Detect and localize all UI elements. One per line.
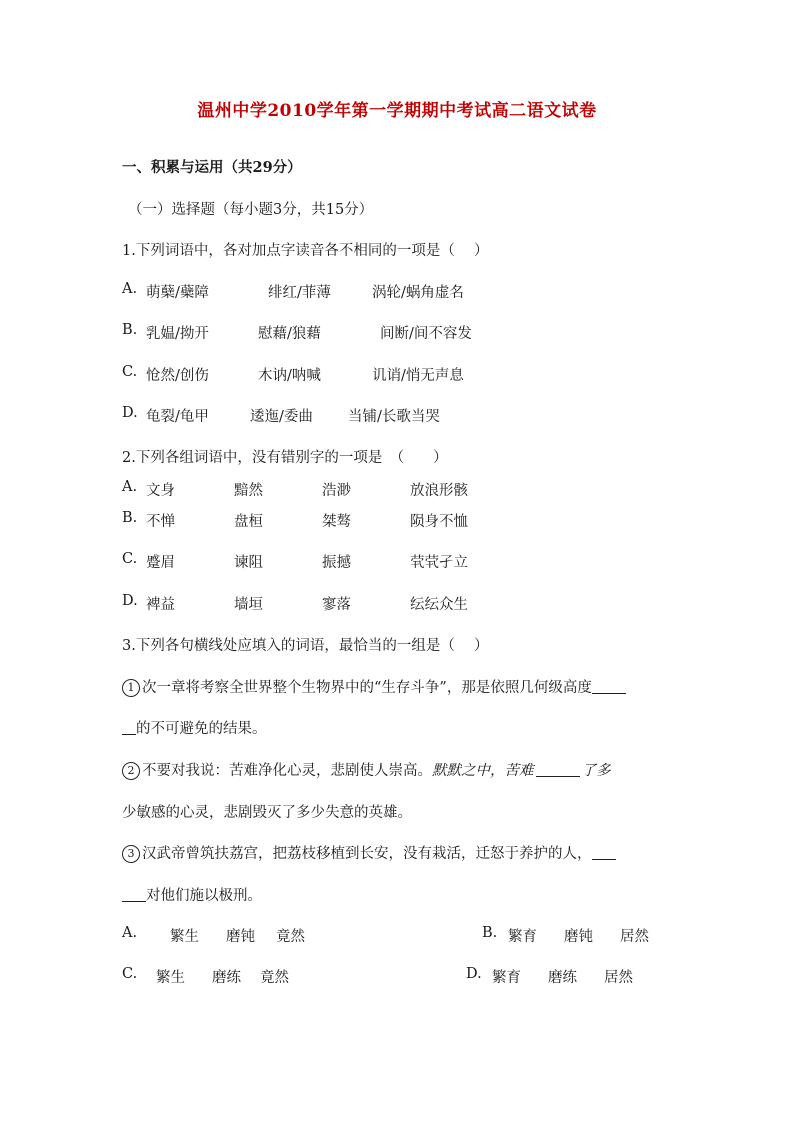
subsection-heading: （一）选择题（每小题3分，共15分） [128, 202, 374, 218]
q3-sentence-1-cont [122, 717, 267, 738]
circled-number: 1 [122, 679, 140, 697]
option-item: 逶迤/委曲 [250, 409, 313, 425]
sentence-text: 的不可避免的结果。 [136, 721, 267, 737]
option-item: 繁生 [156, 970, 185, 986]
sentence-text: 不要对我说：苦难净化心灵，悲剧使人崇高。 [142, 763, 432, 779]
option-item: 墙垣 [234, 597, 263, 613]
option-item: 黯然 [234, 483, 263, 499]
circled-number: 3 [122, 845, 140, 863]
option-item: 木讷/呐喊 [258, 368, 321, 384]
option-label: D. [122, 405, 138, 421]
option-item: 繁育 [492, 970, 521, 986]
option-item: 居然 [620, 929, 649, 945]
option-item: 寥落 [322, 597, 351, 613]
sentence-italic: 默默之中，苦难 [432, 763, 534, 779]
option-label: D. [466, 966, 482, 982]
sentence-text: 对他们施以极刑。 [146, 888, 262, 904]
circled-number: 2 [122, 762, 140, 780]
option-item: 蹙眉 [146, 555, 175, 571]
option-item: 讥诮/悄无声息 [372, 368, 464, 384]
option-item: 绯红/菲薄 [268, 285, 331, 301]
option-item: 振撼 [322, 555, 351, 571]
q3-stem: 3.下列各句横线处应填入的词语，最恰当的一组是（ ） [122, 638, 489, 654]
fill-blank [122, 887, 146, 902]
option-item: 纭纭众生 [410, 597, 468, 613]
option-label: C. [122, 364, 138, 380]
option-item: 慰藉/狼藉 [258, 326, 321, 342]
option-label: C. [122, 551, 138, 567]
option-item: 间断/间不容发 [380, 326, 472, 342]
option-item: 磨练 [212, 970, 241, 986]
option-label: B. [482, 925, 498, 941]
sentence-italic: 了多 [581, 763, 611, 779]
option-item: 竟然 [260, 970, 289, 986]
fill-blank [122, 720, 136, 735]
option-label: C. [122, 966, 138, 982]
option-item: 繁育 [508, 929, 537, 945]
option-item: 盘桓 [234, 514, 263, 530]
option-label: B. [122, 322, 138, 338]
option-item: 龟裂/龟甲 [146, 409, 209, 425]
fill-blank [592, 845, 616, 860]
option-item: 茕茕孑立 [410, 555, 468, 571]
option-item: 陨身不恤 [410, 514, 468, 530]
option-item: 桀骜 [322, 514, 351, 530]
option-label: D. [122, 593, 138, 609]
option-item: 不惮 [146, 514, 175, 530]
q3-sentence-3 [122, 842, 616, 863]
section-heading: 一、积累与运用（共29分） [122, 159, 302, 176]
option-label: A. [122, 925, 138, 941]
q3-sentence-3-cont [122, 884, 262, 905]
fill-blank [592, 679, 626, 694]
q3-sentence-1 [122, 676, 626, 697]
option-label: A. [122, 281, 138, 297]
option-item: 谏阻 [234, 555, 263, 571]
exam-title: 温州中学2010学年第一学期期中考试高二语文试卷 [197, 101, 597, 121]
option-item: 裨益 [146, 597, 175, 613]
option-item: 竟然 [276, 929, 305, 945]
q1-stem: 1.下列词语中，各对加点字读音各不相同的一项是（ ） [122, 243, 489, 259]
option-item: 涡轮/蜗角虚名 [372, 285, 464, 301]
option-item: 居然 [604, 970, 633, 986]
option-item: 磨钝 [226, 929, 255, 945]
q3-sentence-2 [122, 759, 611, 780]
option-item: 萌蘖/蘗障 [146, 285, 209, 301]
option-item: 浩渺 [322, 483, 351, 499]
option-item: 当铺/长歌当哭 [348, 409, 440, 425]
option-item: 文身 [146, 483, 175, 499]
option-item: 放浪形骸 [410, 483, 468, 499]
sentence-text: 汉武帝曾筑扶荔宫，把荔枝移植到长安，没有栽活，迁怒于养护的人， [142, 846, 592, 862]
fill-blank [536, 762, 580, 777]
sentence-text: 次一章将考察全世界整个生物界中的“生存斗争”，那是依照几何级高度 [142, 680, 592, 696]
option-item: 磨练 [548, 970, 577, 986]
option-item: 繁生 [170, 929, 199, 945]
option-item: 乳媪/拗开 [146, 326, 209, 342]
option-label: A. [122, 479, 138, 495]
option-label: B. [122, 510, 138, 526]
option-item: 磨钝 [564, 929, 593, 945]
q2-stem: 2.下列各组词语中，没有错别字的一项是 （ ） [122, 450, 448, 466]
q3-sentence-2-cont: 少敏感的心灵，悲剧毁灭了多少失意的英雄。 [122, 805, 412, 821]
option-item: 怆然/创伤 [146, 368, 209, 384]
